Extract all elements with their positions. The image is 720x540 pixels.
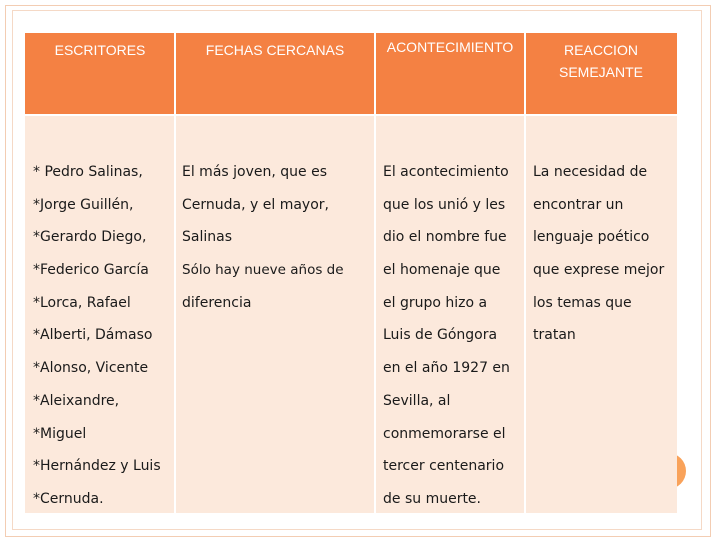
cell-line: *Hernández y Luis xyxy=(33,458,161,475)
cell-line: encontrar un xyxy=(533,196,624,213)
header-reaccion-semejante xyxy=(525,33,677,114)
cell-line: * Pedro Salinas, xyxy=(33,164,143,180)
cell-line: *Alonso, Vicente xyxy=(33,360,149,377)
cell-escritores xyxy=(33,162,173,522)
cell-line: los temas que xyxy=(533,294,632,311)
header-line: SEMEJANTE xyxy=(558,64,643,80)
header-line: ESCRITORES xyxy=(54,42,146,58)
cell-line: el grupo hizo a xyxy=(383,294,488,311)
cell-line: tercer centenario xyxy=(383,458,505,475)
cell-line: en el año 1927 en xyxy=(383,360,510,377)
cell-reaccion-semejante xyxy=(533,162,676,358)
header-divider xyxy=(25,114,677,116)
cell-line: *Cernuda. xyxy=(33,490,104,507)
header-line: ACONTECIMIENTO xyxy=(386,39,514,55)
header-acontecimiento xyxy=(375,33,525,114)
column-divider xyxy=(174,33,176,513)
cell-line: lenguaje poético xyxy=(533,229,650,246)
cell-fechas-cercanas xyxy=(182,162,372,325)
cell-line: que los unió y les xyxy=(383,196,506,213)
cell-line: *Jorge Guillén, xyxy=(33,196,134,213)
cell-line: Sevilla, al xyxy=(383,392,451,409)
writers-table xyxy=(25,33,677,513)
cell-line: tratan xyxy=(533,327,576,344)
cell-line: diferencia xyxy=(182,294,252,311)
header-line: REACCION xyxy=(564,42,638,58)
cell-line: dio el nombre fue xyxy=(383,229,507,246)
cell-line: el homenaje que xyxy=(383,262,501,279)
cell-acontecimiento xyxy=(383,162,523,522)
header-escritores xyxy=(25,33,175,114)
cell-line: *Miguel xyxy=(33,425,87,442)
header-fechas-cercanas xyxy=(175,33,375,114)
column-divider xyxy=(524,33,526,513)
cell-line: El más joven, que es xyxy=(182,164,328,180)
column-divider xyxy=(374,33,376,513)
cell-line: La necesidad de xyxy=(533,164,648,180)
cell-line: Salinas xyxy=(182,229,232,246)
cell-line: de su muerte. xyxy=(383,490,481,507)
cell-line: *Lorca, Rafael xyxy=(33,294,131,311)
header-line: FECHAS CERCANAS xyxy=(205,42,345,58)
cell-line: Cernuda, y el mayor, xyxy=(182,196,329,213)
cell-line: Sólo hay nueve años de xyxy=(182,262,344,279)
cell-line: *Aleixandre, xyxy=(33,392,120,409)
cell-line: *Gerardo Diego, xyxy=(33,229,147,246)
cell-line: *Federico García xyxy=(33,262,149,279)
cell-line: que exprese mejor xyxy=(533,262,665,279)
cell-line: *Alberti, Dámaso xyxy=(33,327,153,344)
cell-line: Luis de Góngora xyxy=(383,327,498,344)
cell-line: conmemorarse el xyxy=(383,425,506,442)
cell-line: El acontecimiento xyxy=(383,164,509,180)
